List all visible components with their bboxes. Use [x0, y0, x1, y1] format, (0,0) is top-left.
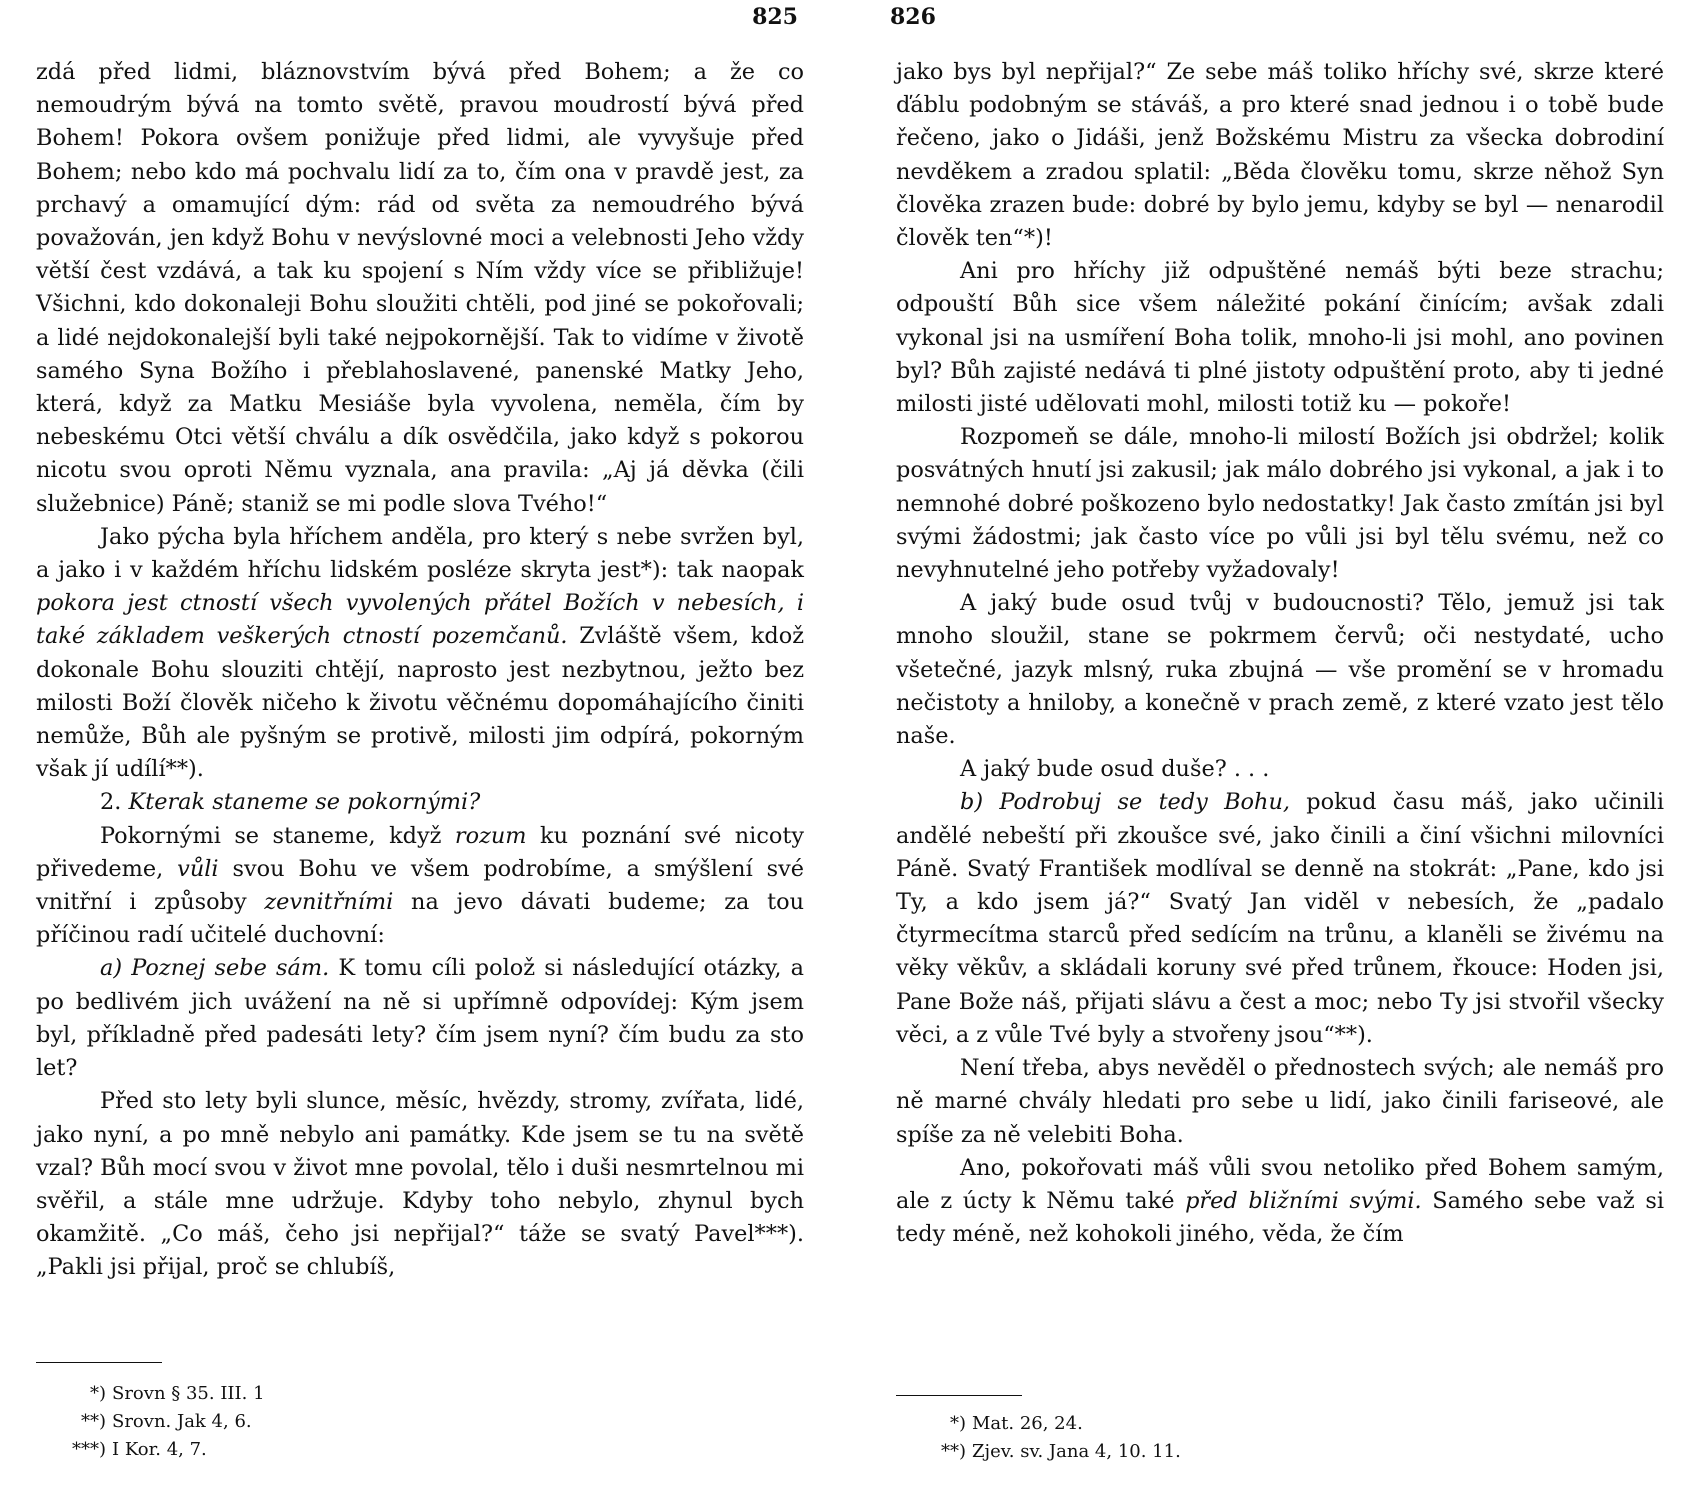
italic-text: před bližními svými.	[1185, 1187, 1422, 1214]
footnote	[68, 1380, 265, 1408]
page-body	[896, 56, 1664, 1251]
text-run: Ani pro hříchy již odpuštěné nemáš býti beze strachu; odpouští Bůh sice všem náležité pokání činícím; avšak zdali vykonal jsi na usmíření Boha tolik, mnoho-li jsi mohl, ano povinen byl? Bůh zajisté nedává ti plné jistoty odpuštění proto, aby ti jedné milosti jisté udělovati mohl, milosti totiž ku — pokoře!	[896, 258, 1664, 418]
text-run: zdá před lidmi, bláznovstvím bývá před Bohem; a že co nemoudrým bývá na tomto světě, pravou moudrostí bývá před Bohem! Pokora ovšem ponižuje před lidmi, ale vyvyšuje před Bohem; nebo kdo má pochvalu lidí za to, čím ona v pravdě jest, za prchavý a omamující dým: rád od světa za nemoudrého bývá považován, jen když Bohu v nevýslovné moci a velebnosti Jeho vždy větší čest vzdává, a tak ku spojení s Ním vždy více se přibližuje! Všichni, kdo dokonaleji Bohu sloužiti chtěli, pod jiné se pokořovali; a lidé nejdokonalejší byli také nejpokornější. Tak to vidíme v životě samého Syna Božího i přeblahoslavené, panenské Matky Jeho, která, když za Matku Mesiáše byla vyvolena, neměla, čím by nebeskému Otci větší chválu a dík osvědčila, jako když s pokorou nicotu svou oproti Němu vyznala, ana pravila: „Aj já děvka (čili služebnice) Páně; staniž se mi podle slova Tvého!“	[36, 59, 804, 517]
footnote-text: Srovn § 35. III. 1	[112, 1383, 265, 1404]
footnote-mark: *)	[89, 1383, 106, 1404]
text-run: pokud času máš, jako učinili andělé nebeští při zkoušce své, jako činili a činí všichni milovníci Páně. Svatý František modlíval se denně na stokrát: „Pane, kdo jsi Ty, a kdo jsem já?“ Svatý Jan viděl v nebesích, že „padalo čtyrmecítma starců před sedícím na trůnu, a klaněli se živému na věky věkův, a skládali koruny své před trůnem, řkouce: Hoden jsi, Pane Bože náš, přijati slávu a čest a moc; nebo Ty jsi stvořil všecky věci, a z vůle Tvé byly a stvořeny jsou“**).	[896, 789, 1664, 1048]
paragraph	[36, 521, 804, 787]
italic-text: pokora jest ctností všech vyvolených přátel Božích v nebesích, i také základem veškerých ctností pozemčanů.	[36, 590, 804, 650]
paragraph	[896, 56, 1664, 255]
page-number: 826	[890, 4, 936, 30]
text-run: Rozpomeň se dále, mnoho-li milostí Božích jsi obdržel; kolik posvátných hnutí jsi zakusil; jak málo dobrého jsi vykonal, a jak i to nemnohé dobré poškozeno bylo nedostatky! Jak často zmítán jsi byl svými žádostmi; jak často více po vůli jsi byl tělu svému, než co nevyhnutelné jeho potřeby vyžadovaly!	[896, 424, 1664, 584]
footnote-rule	[896, 1395, 1022, 1396]
italic-text: Kterak staneme se pokornými?	[128, 789, 481, 816]
text-run: 2.	[100, 789, 129, 816]
text-run: jako bys byl nepřijal?“ Ze sebe máš toliko hříchy své, skrze které ďáblu podobným se stáváš, a pro které snad jednou i o tobě bude řečeno, jako o Jidáši, jenž Božskému Mistru za všecka dobrodiní nevděkem a zradou splatil: „Běda člověku tomu, skrze něhož Syn člověka zrazen bude: dobré by bylo jemu, kdyby se byl — nenarodil člověk ten“*)!	[896, 59, 1664, 252]
paragraph	[36, 952, 804, 1085]
page-body	[36, 56, 804, 1285]
paragraph	[896, 255, 1664, 421]
text-run: K tomu cíli polož si následující otázky, a po bedlivém jich uvážení na ně si upřímně odpovídej: Kým jsem byl, příkladně před padesáti lety? čím jsem nyní? čím budu za sto let?	[36, 955, 804, 1082]
text-run: Jako pýcha byla hříchem anděla, pro který s nebe svržen byl, a jako i v každém hříchu lidském posléze skryta jest*): tak naopak	[36, 523, 804, 584]
paragraph	[896, 786, 1664, 1052]
text-run: na jevo dávati budeme; za tou příčinou radí učitelé duchovní:	[36, 889, 805, 949]
text-run: Zvláště všem, kdož dokonale Bohu slouziti chtějí, naprosto jest nezbytnou, ježto bez milosti Boží člověk ničeho k životu věčnému dopomáhajícího činiti nemůže, Bůh ale pyšným se protivě, milosti jim odpírá, pokorným však jí udílí**).	[36, 623, 804, 783]
footnote-text: Mat. 26, 24.	[972, 1413, 1083, 1434]
italic-text: a) Poznej sebe sám.	[100, 955, 330, 982]
text-run: ku poznání své nicoty přivedeme,	[36, 822, 804, 882]
paragraph	[36, 56, 804, 521]
footnote-mark: *)	[949, 1413, 966, 1434]
paragraph	[896, 421, 1664, 587]
paragraph	[896, 1152, 1664, 1252]
footnote-mark: **)	[80, 1411, 106, 1432]
italic-text: rozum	[454, 822, 527, 849]
paragraph	[896, 753, 1664, 786]
text-run: Pokornými se staneme, když	[100, 822, 455, 849]
right-page	[880, 0, 1670, 1500]
footnote-mark: ***)	[71, 1439, 106, 1460]
text-run: svou Bohu ve všem podrobíme, a smýšlení své vnitřní i způsoby	[36, 855, 804, 916]
text-run: A jaký bude osud duše? . . .	[960, 756, 1270, 783]
paragraph	[36, 786, 804, 819]
footnote	[928, 1410, 1181, 1438]
left-page	[20, 0, 810, 1500]
footnote	[928, 1438, 1181, 1466]
footnotes	[928, 1410, 1181, 1466]
footnote-mark: **)	[940, 1441, 966, 1462]
text-run: A jaký bude osud tvůj v budoucnosti? Tělo, jemuž jsi tak mnoho sloužil, stane se pokrmem červů; oči nestydaté, ucho všetečné, jazyk mlsný, ruka zbujná — vše promění se v hromadu nečistoty a hniloby, a konečně v prach země, z které vzato jest tělo naše.	[896, 590, 1664, 750]
footnote-text: I Kor. 4, 7.	[112, 1439, 207, 1460]
italic-text: zevnitřními	[264, 889, 394, 916]
text-run: Ano, pokořovati máš vůli svou netoliko před Bohem samým, ale z úcty k Němu také	[896, 1154, 1664, 1214]
text-run: Před sto lety byli slunce, měsíc, hvězdy, stromy, zvířata, lidé, jako nyní, a po mně nebylo ani památky. Kde jsem se tu na světě vzal? Bůh mocí svou v život mne povolal, tělo i duši nesmrtelnou mi svěřil, a stále mne udržuje. Kdyby toho nebylo, zhynul bych okamžitě. „Co máš, čeho jsi nepřijal?“ táže se svatý Pavel***). „Pakli jsi přijal, proč se chlubíš,	[36, 1088, 804, 1281]
footnote	[68, 1408, 265, 1436]
text-run: Není třeba, abys nevěděl o přednostech svých; ale nemáš pro ně marné chvály hledati pro sebe u lidí, jako činili fariseové, ale spíše za ně velebiti Boha.	[896, 1055, 1664, 1148]
footnote	[68, 1436, 265, 1464]
page-number: 825	[752, 4, 798, 30]
footnotes	[68, 1380, 265, 1464]
italic-text: vůli	[177, 855, 219, 882]
footnote-rule	[36, 1362, 162, 1363]
paragraph	[896, 587, 1664, 753]
paragraph	[36, 820, 804, 953]
paragraph	[36, 1085, 804, 1284]
footnote-text: Srovn. Jak 4, 6.	[112, 1411, 252, 1432]
paragraph	[896, 1052, 1664, 1152]
footnote-text: Zjev. sv. Jana 4, 10. 11.	[972, 1441, 1181, 1462]
italic-text: b) Podrobuj se tedy Bohu,	[960, 789, 1290, 816]
text-run: Samého sebe važ si tedy méně, než kohokoli jiného, věda, že čím	[896, 1187, 1664, 1248]
